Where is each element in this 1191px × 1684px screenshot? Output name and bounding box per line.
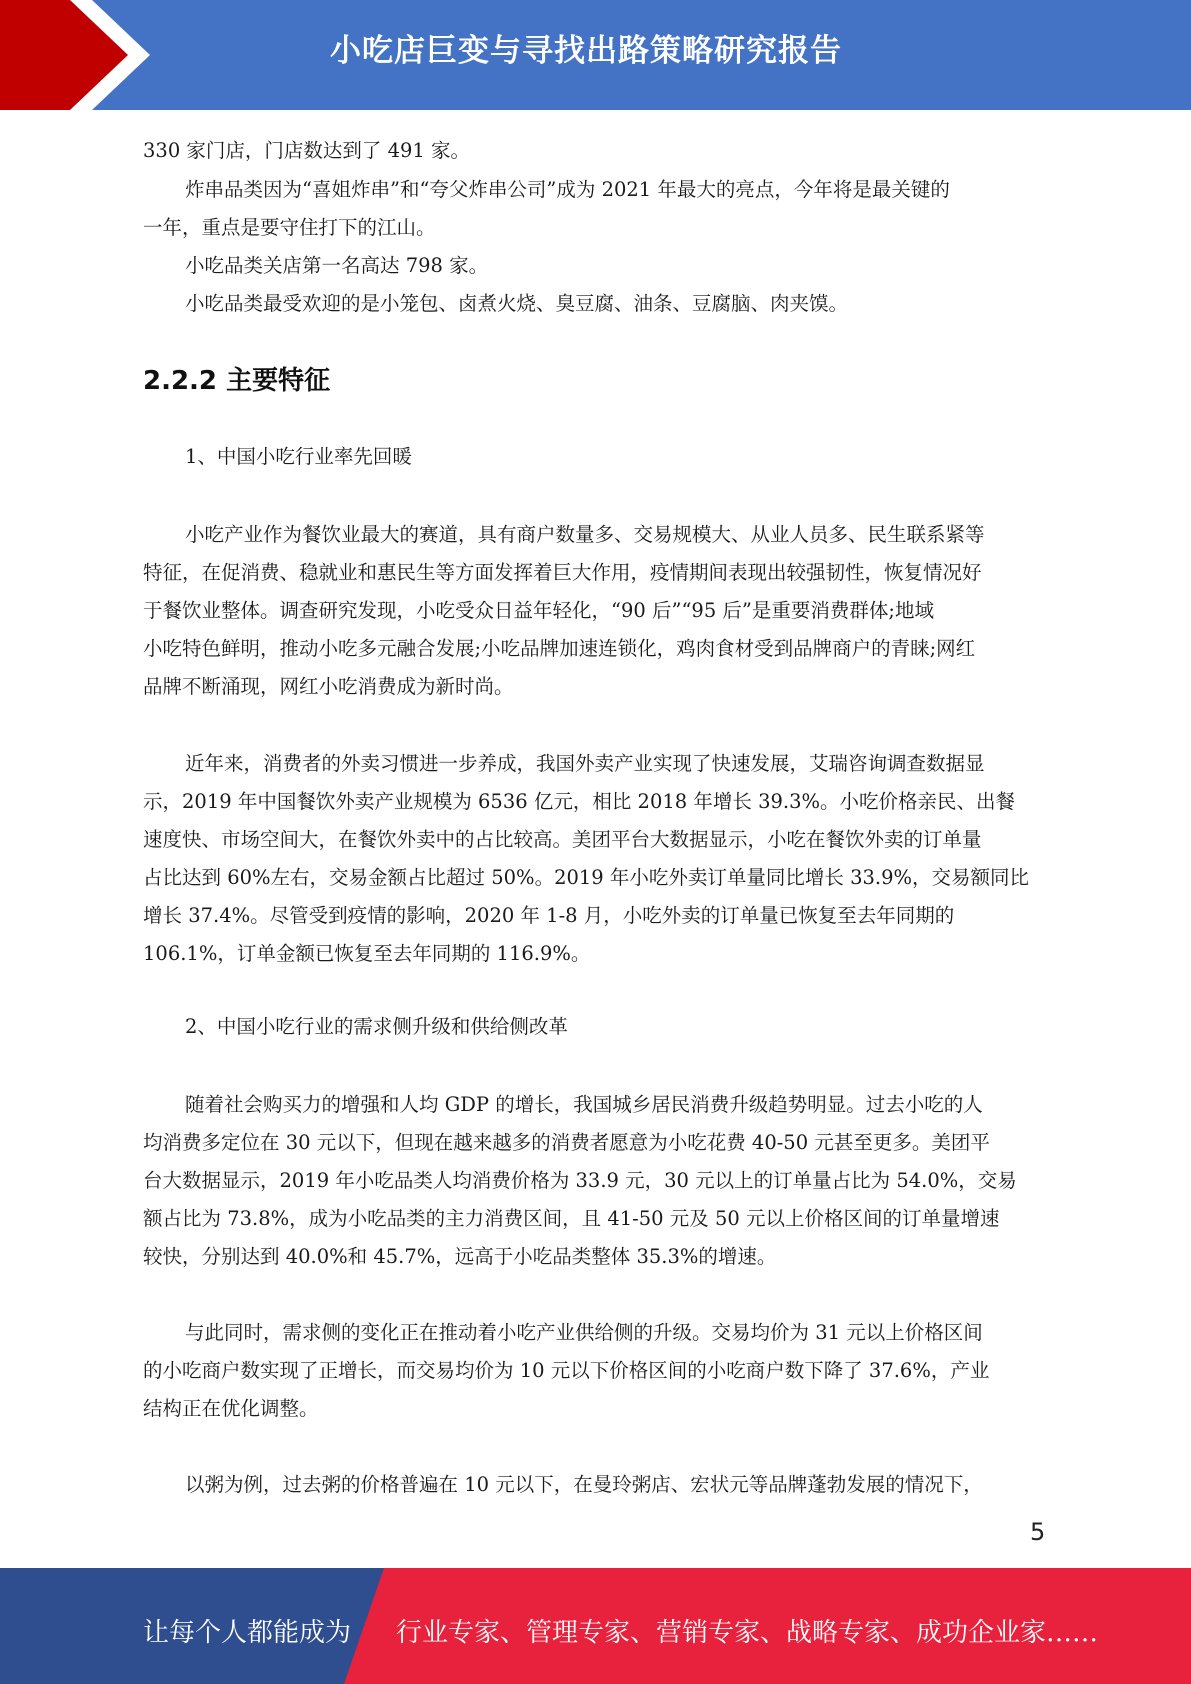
paragraph-line: 小吃品类最受欢迎的是小笼包、卤煮火烧、臭豆腐、油条、豆腐脑、肉夹馍。 — [185, 292, 849, 315]
paragraph-line: 小吃品类关店第一名高达 798 家。 — [185, 254, 489, 277]
paragraph-line: 速度快、市场空间大，在餐饮外卖中的占比较高。美团平台大数据显示，小吃在餐饮外卖的订单量 — [143, 828, 982, 851]
paragraph-line: 106.1%，订单金额已恢复至去年同期的 116.9%。 — [143, 942, 591, 965]
paragraph-line: 小吃产业作为餐饮业最大的赛道，具有商户数量多、交易规模大、从业人员多、民生联系紧等 — [185, 523, 985, 546]
paragraph-line: 小吃特色鲜明，推动小吃多元融合发展;小吃品牌加速连锁化，鸡肉食材受到品牌商户的青睐;网红 — [143, 637, 976, 660]
page-number: 5 — [1030, 1518, 1046, 1546]
paragraph-line: 台大数据显示，2019 年小吃品类人均消费价格为 33.9 元，30 元以上的订单量占比为 54.0%，交易 — [143, 1169, 1017, 1192]
paragraph-line: 示，2019 年中国餐饮外卖产业规模为 6536 亿元，相比 2018 年增长 39.3%。小吃价格亲民、出餐 — [143, 790, 1016, 813]
page-footer — [0, 1568, 1191, 1684]
paragraph-line: 近年来，消费者的外卖习惯进一步养成，我国外卖产业实现了快速发展，艾瑞咨询调查数据显 — [185, 752, 985, 775]
section-heading: 2.2.2 主要特征 — [143, 366, 331, 396]
paragraph-line: 额占比为 73.8%，成为小吃品类的主力消费区间，且 41-50 元及 50 元以上价格区间的订单量增速 — [143, 1207, 1000, 1230]
report-title: 小吃店巨变与寻找出路策略研究报告 — [330, 33, 842, 69]
paragraph-line: 于餐饮业整体。调查研究发现，小吃受众日益年轻化，“90 后”“95 后”是重要消费群体;地域 — [143, 599, 934, 622]
paragraph-line: 品牌不断涌现，网红小吃消费成为新时尚。 — [143, 675, 514, 698]
paragraph-line: 炸串品类因为“喜姐炸串”和“夸父炸串公司”成为 2021 年最大的亮点，今年将是最关键的 — [185, 178, 950, 201]
paragraph-line: 随着社会购买力的增强和人均 GDP 的增长，我国城乡居民消费升级趋势明显。过去小吃的人 — [185, 1093, 983, 1116]
footer-slogan-right: 行业专家、管理专家、营销专家、战略专家、成功企业家…… — [396, 1618, 1099, 1648]
page-header — [0, 0, 1191, 110]
paragraph-line: 占比达到 60%左右，交易金额占比超过 50%。2019 年小吃外卖订单量同比增长 33.9%，交易额同比 — [143, 866, 1030, 889]
paragraph-line: 增长 37.4%。尽管受到疫情的影响，2020 年 1-8 月，小吃外卖的订单量已恢复至去年同期的 — [143, 904, 955, 927]
paragraph-line: 与此同时，需求侧的变化正在推动着小吃产业供给侧的升级。交易均价为 31 元以上价格区间 — [185, 1321, 983, 1344]
list-item-heading: 1、中国小吃行业率先回暖 — [185, 445, 412, 468]
paragraph-line: 特征，在促消费、稳就业和惠民生等方面发挥着巨大作用，疫情期间表现出较强韧性，恢复情况好 — [143, 561, 982, 584]
paragraph-line: 一年，重点是要守住打下的江山。 — [143, 216, 436, 239]
paragraph-line: 的小吃商户数实现了正增长，而交易均价为 10 元以下价格区间的小吃商户数下降了 37.6%，产业 — [143, 1359, 990, 1382]
paragraph-line: 较快，分别达到 40.0%和 45.7%，远高于小吃品类整体 35.3%的增速。 — [143, 1245, 777, 1268]
paragraph-line: 均消费多定位在 30 元以下，但现在越来越多的消费者愿意为小吃花费 40-50 元甚至更多。美团平 — [143, 1131, 990, 1154]
paragraph-line: 结构正在优化调整。 — [143, 1397, 319, 1420]
footer-slogan-left: 让每个人都能成为 — [143, 1618, 352, 1648]
paragraph-line: 以粥为例，过去粥的价格普遍在 10 元以下，在曼玲粥店、宏状元等品牌蓬勃发展的情况下， — [185, 1473, 983, 1496]
list-item-heading: 2、中国小吃行业的需求侧升级和供给侧改革 — [185, 1015, 568, 1038]
paragraph-line: 330 家门店，门店数达到了 491 家。 — [143, 139, 471, 162]
